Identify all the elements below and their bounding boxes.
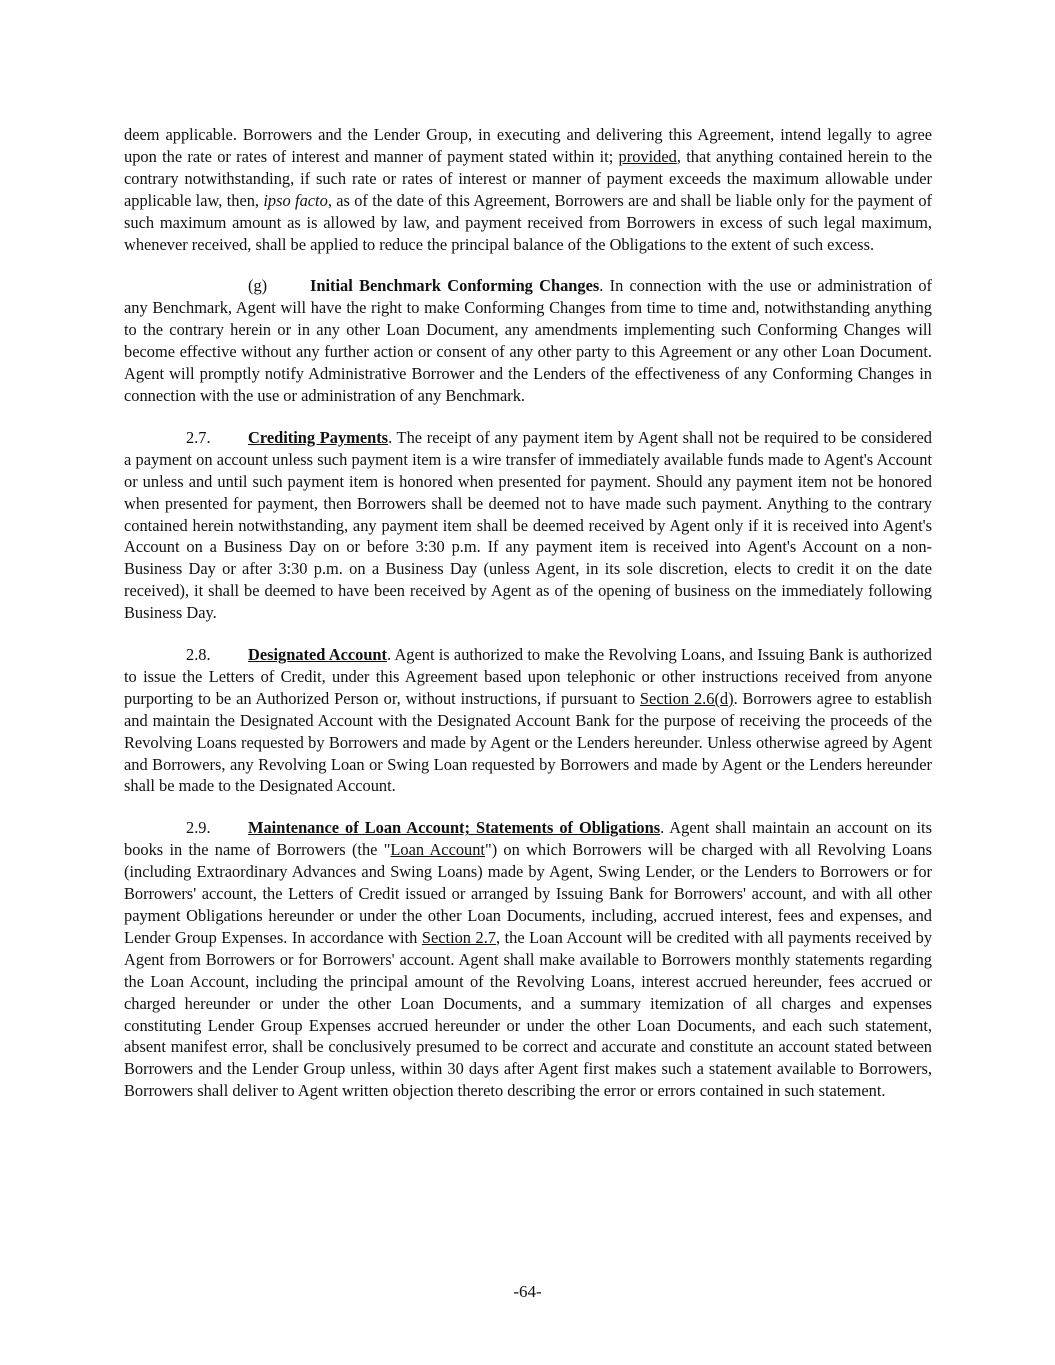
page-number: -64- [513, 1282, 542, 1301]
text-run: , that anything contained herein to the contrary notwithstanding, if such rate or rates of interest or manner of payment exceeds the maximum allowable under applicable law, then, [124, 146, 932, 210]
section-reference-link[interactable]: Section 2.7 [421, 927, 497, 947]
section-2-9-loan-account [124, 817, 932, 1102]
text-run: deem applicable. Borrowers and the Lender Group, in executing and delivering this Agreement, intend legally to agree upon the rate or rates of interest and manner of payment stated within it; [124, 125, 932, 166]
section-heading: Maintenance of Loan Account; Statements of Obligations [248, 818, 661, 838]
paragraph-usury-continuation [124, 124, 932, 255]
section-heading: Designated Account [248, 645, 388, 665]
section-number: 2.8. [186, 645, 211, 665]
section-2-8-designated-account [124, 644, 932, 797]
provided-term: provided [618, 146, 677, 166]
section-body: . Agent shall maintain an account on its books in the name of Borrowers (the " [124, 818, 932, 860]
section-body: . Agent is authorized to make the Revolving Loans, and Issuing Bank is authorized to issue the Letters of Credit, under this Agreement based upon telephonic or other instructions received from anyone purporting to be an Authorized Person or, without instructions, if pursuant to [124, 645, 932, 708]
section-reference-link[interactable]: Section 2.6(d) [639, 688, 734, 708]
section-body: . Borrowers agree to establish and maintain the Designated Account with the Designated Account Bank for the purpose of receiving the proceeds of the Revolving Loans requested by Borrowers and made by Agent or the Lenders hereunder. Unless otherwise agreed by Agent and Borrowers, any Revolving Loan or Swing Loan requested by Borrowers and made by Agent or the Lenders hereunder shall be made to the Designated Account. [124, 688, 932, 796]
defined-term: Loan Account [390, 840, 485, 860]
section-number: 2.9. [186, 818, 211, 838]
section-number: 2.7. [186, 427, 211, 447]
clause-body: . In connection with the use or administration of any Benchmark, Agent will have the right to make Conforming Changes from time to time and, notwithstanding anything to the contrary herein or in any other Loan Document, any amendments implementing such Conforming Changes will become effective without any further action or consent of any other party to this Agreement or any other Loan Document. Agent will promptly notify Administrative Borrower and the Lenders of the effectiveness of any Conforming Changes in connection with the use or administration of any Benchmark. [124, 276, 932, 405]
document-page [124, 124, 932, 1122]
text-run: , as of the date of this Agreement, Borrowers are and shall be liable only for the payment of such maximum amount as is allowed by law, and payment received from Borrowers in excess of such legal maximum, whenever received, shall be applied to reduce the principal balance of the Obligations to the extent of such excess. [124, 190, 932, 254]
section-body: . The receipt of any payment item by Agent shall not be required to be considered a payment on account unless such payment item is a wire transfer of immediately available funds made to Agent's Account or unless and until such payment item is honored when presented for payment. Should any payment item not be honored when presented for payment, then Borrowers shall be deemed not to have made such payment. Anything to the contrary contained herein notwithstanding, any payment item shall be deemed received by Agent only if it is received into Agent's Account on a Business Day on or before 3:30 p.m. If any payment item is received into Agent's Account on a non-Business Day or after 3:30 p.m. on a Business Day (unless Agent, in its sole discretion, elects to credit it on the date received), it shall be deemed to have been received by Agent as of the opening of business on the immediately following Business Day. [124, 427, 932, 623]
section-heading: Crediting Payments [248, 427, 389, 447]
clause-label: (g) [248, 276, 268, 296]
clause-heading: Initial Benchmark Conforming Changes [310, 276, 600, 296]
paragraph-g-initial-benchmark [124, 275, 932, 406]
section-body: , the Loan Account will be credited with all payments received by Agent from Borrowers or for Borrowers' account. Agent shall make available to Borrowers monthly statements regarding the Loan Account, including the principal amount of the Revolving Loans, interest accrued hereunder, fees accrued or charged hereunder or under the other Loan Documents, and a summary itemization of all charges and expenses constituting Lender Group Expenses accrued hereunder or under the other Loan Documents, and each such statement, absent manifest error, shall be conclusively presumed to be correct and accurate and constitute an account stated between Borrowers and the Lender Group unless, within 30 days after Agent first makes such a statement available to Borrowers, Borrowers shall deliver to Agent written objection thereto describing the error or errors contained in such statement. [124, 927, 933, 1101]
section-body: ") on which Borrowers will be charged with all Revolving Loans (including Extraordinary Advances and Swing Loans) made by Agent, Swing Lender, or the Lenders to Borrowers or for Borrowers' account, the Letters of Credit issued or arranged by Issuing Bank for Borrowers' account, and with all other payment Obligations hereunder or under the other Loan Documents, including, accrued interest, fees and expenses, and Lender Group Expenses. In accordance with [124, 840, 932, 947]
ipso-facto-term: ipso facto [263, 190, 328, 210]
section-2-7-crediting-payments [124, 427, 932, 624]
